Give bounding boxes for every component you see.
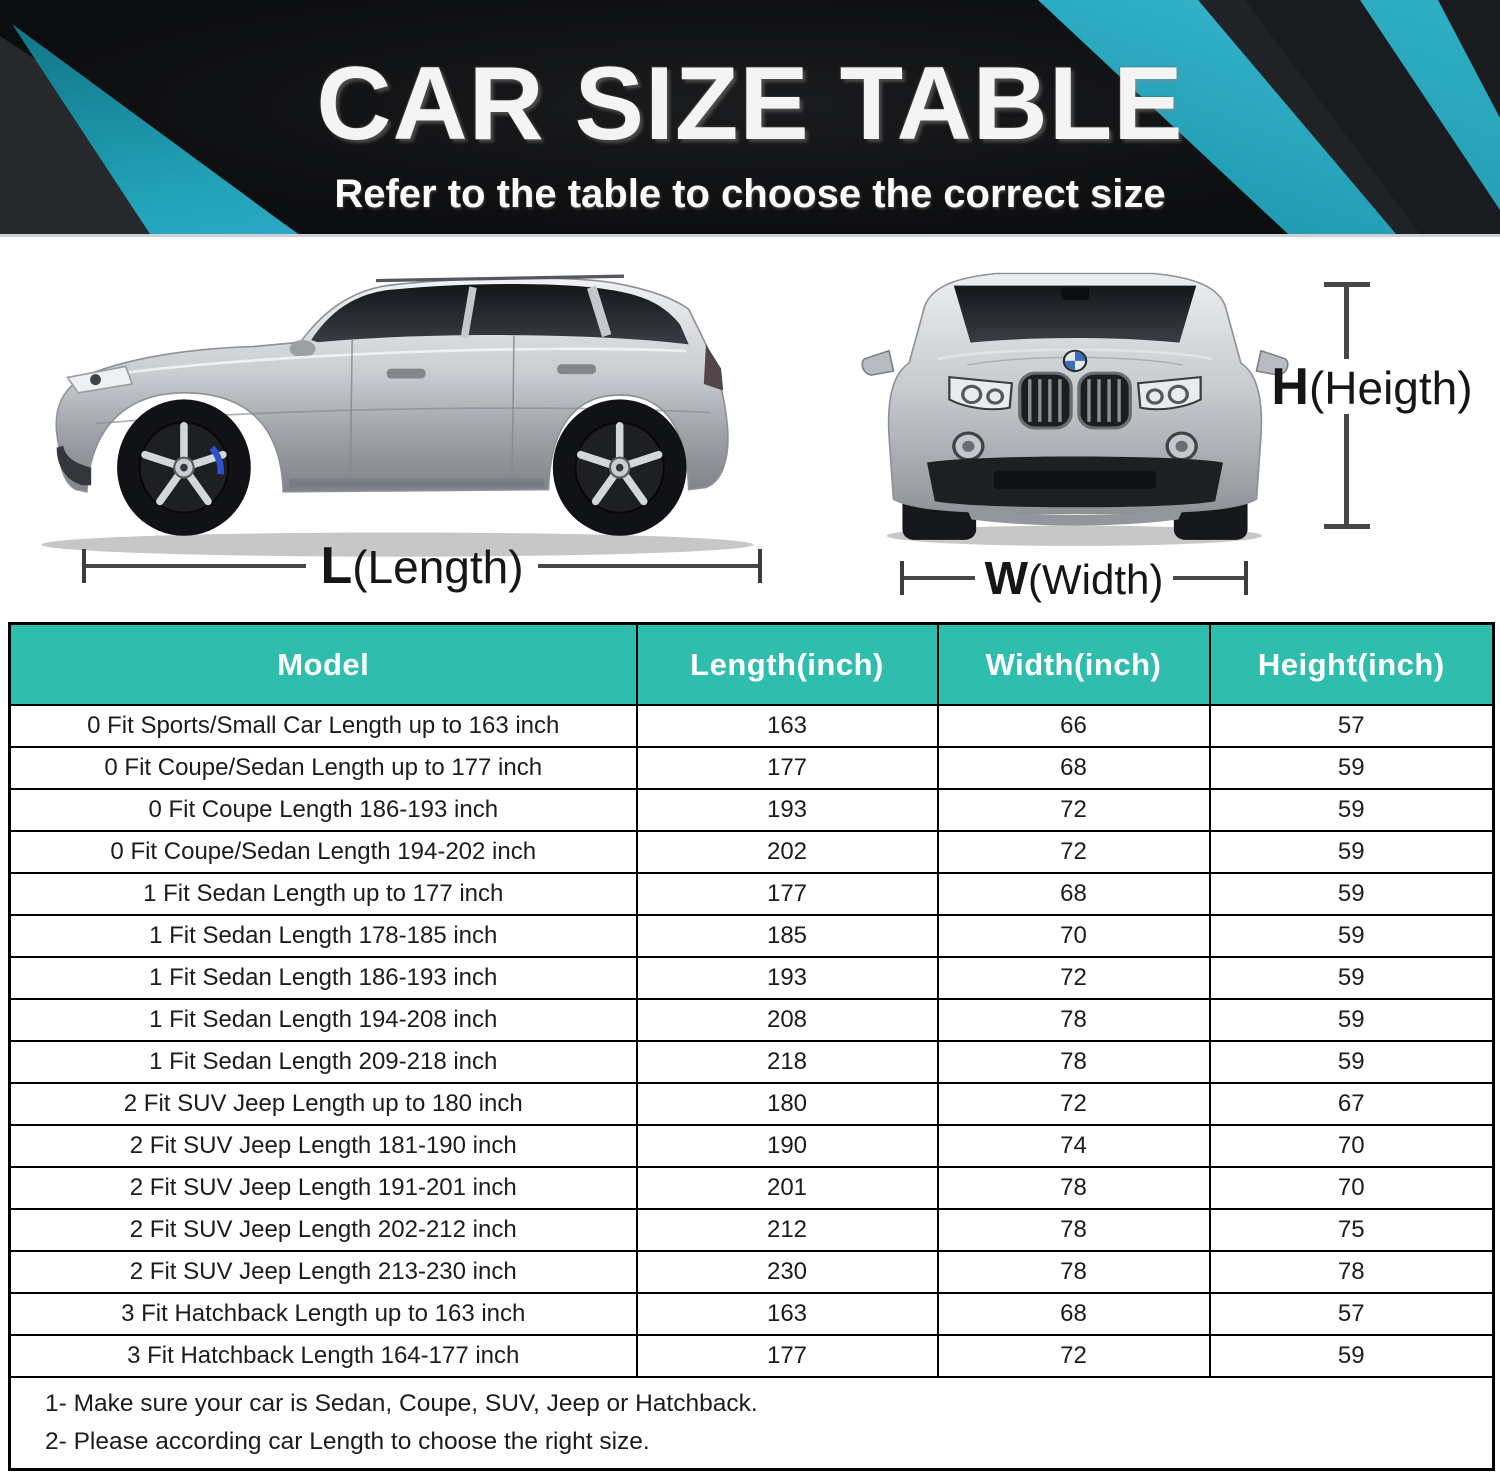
cell-width: 72 xyxy=(938,1335,1210,1377)
table-row xyxy=(10,831,1494,873)
car-rocker xyxy=(290,479,545,488)
header-row xyxy=(10,624,1494,706)
cell-model: 2 Fit SUV Jeep Length 213-230 inch xyxy=(10,1251,637,1293)
cell-height: 59 xyxy=(1210,747,1494,789)
footnote-cell xyxy=(10,1377,1494,1470)
cell-width: 72 xyxy=(938,789,1210,831)
cell-model: 0 Fit Sports/Small Car Length up to 163 inch xyxy=(10,705,637,747)
dim-tick xyxy=(1244,561,1248,595)
table-row xyxy=(10,705,1494,747)
column-header-model: Model xyxy=(10,624,637,706)
cell-length: 180 xyxy=(637,1083,938,1125)
height-dimension-label: H(Heigth) xyxy=(1271,358,1473,416)
dim-line xyxy=(904,576,975,580)
table-row xyxy=(10,1209,1494,1251)
cell-height: 67 xyxy=(1210,1083,1494,1125)
table-row xyxy=(10,1041,1494,1083)
table-row xyxy=(10,873,1494,915)
dim-line xyxy=(1173,576,1244,580)
car-wheel xyxy=(117,399,251,535)
car-bumper-mesh xyxy=(994,471,1156,489)
cell-width: 72 xyxy=(938,957,1210,999)
footnote-line: 1- Make sure your car is Sedan, Coupe, SUV, Jeep or Hatchback. xyxy=(45,1390,758,1417)
bmw-roundel-icon xyxy=(1064,351,1086,371)
cell-width: 74 xyxy=(938,1125,1210,1167)
cell-height: 78 xyxy=(1210,1251,1494,1293)
cell-model: 2 Fit SUV Jeep Length 202-212 inch xyxy=(10,1209,637,1251)
cell-height: 70 xyxy=(1210,1167,1494,1209)
cell-length: 230 xyxy=(637,1251,938,1293)
cell-height: 57 xyxy=(1210,1293,1494,1335)
size-table-header xyxy=(10,624,1494,706)
cell-width: 78 xyxy=(938,1041,1210,1083)
table-row xyxy=(10,957,1494,999)
footnote-line: 2- Please according car Length to choose the right size. xyxy=(45,1428,650,1455)
height-dimension-line xyxy=(1344,414,1349,524)
car-front-view-image xyxy=(860,245,1290,550)
size-table-footnotes xyxy=(10,1377,1494,1470)
cell-length: 193 xyxy=(637,957,938,999)
cell-height: 59 xyxy=(1210,1335,1494,1377)
cell-model: 0 Fit Coupe/Sedan Length 194-202 inch xyxy=(10,831,637,873)
cell-width: 72 xyxy=(938,831,1210,873)
column-header-height: Height(inch) xyxy=(1210,624,1494,706)
table-row xyxy=(10,789,1494,831)
dim-line xyxy=(86,564,306,568)
cell-height: 59 xyxy=(1210,789,1494,831)
table-row xyxy=(10,1167,1494,1209)
banner xyxy=(0,0,1500,237)
cell-height: 59 xyxy=(1210,873,1494,915)
dim-tick xyxy=(758,549,762,583)
width-dimension-label: W(Width) xyxy=(984,552,1164,604)
cell-model: 3 Fit Hatchback Length up to 163 inch xyxy=(10,1293,637,1335)
cell-length: 218 xyxy=(637,1041,938,1083)
size-table-body xyxy=(10,705,1494,1377)
cell-length: 177 xyxy=(637,747,938,789)
footnote-row xyxy=(10,1377,1494,1470)
car-wheel xyxy=(553,399,687,535)
cell-length: 177 xyxy=(637,873,938,915)
car-taillight xyxy=(704,344,723,390)
cell-length: 208 xyxy=(637,999,938,1041)
car-door-handle xyxy=(387,369,426,379)
cell-width: 68 xyxy=(938,1293,1210,1335)
cell-length: 201 xyxy=(637,1167,938,1209)
cell-height: 59 xyxy=(1210,831,1494,873)
cell-width: 66 xyxy=(938,705,1210,747)
car-headlight xyxy=(1138,377,1201,409)
cell-model: 0 Fit Coupe Length 186-193 inch xyxy=(10,789,637,831)
cell-height: 59 xyxy=(1210,915,1494,957)
cell-model: 2 Fit SUV Jeep Length up to 180 inch xyxy=(10,1083,637,1125)
cell-model: 1 Fit Sedan Length 209-218 inch xyxy=(10,1041,637,1083)
cell-width: 78 xyxy=(938,1251,1210,1293)
cell-model: 3 Fit Hatchback Length 164-177 inch xyxy=(10,1335,637,1377)
table-row xyxy=(10,1251,1494,1293)
table-row xyxy=(10,1125,1494,1167)
column-header-length: Length(inch) xyxy=(637,624,938,706)
cell-height: 59 xyxy=(1210,957,1494,999)
cell-width: 78 xyxy=(938,1209,1210,1251)
cell-model: 1 Fit Sedan Length 186-193 inch xyxy=(10,957,637,999)
cell-model: 1 Fit Sedan Length 194-208 inch xyxy=(10,999,637,1041)
table-row xyxy=(10,747,1494,789)
cell-length: 190 xyxy=(637,1125,938,1167)
cell-model: 0 Fit Coupe/Sedan Length up to 177 inch xyxy=(10,747,637,789)
cell-length: 163 xyxy=(637,1293,938,1335)
cell-model: 2 Fit SUV Jeep Length 191-201 inch xyxy=(10,1167,637,1209)
cell-height: 59 xyxy=(1210,1041,1494,1083)
cell-length: 163 xyxy=(637,705,938,747)
table-row xyxy=(10,999,1494,1041)
cell-height: 57 xyxy=(1210,705,1494,747)
cell-length: 193 xyxy=(637,789,938,831)
length-dimension-label: L(Length) xyxy=(320,537,524,595)
car-side-view-image xyxy=(20,230,775,560)
width-dimension-line xyxy=(900,552,1248,604)
size-table xyxy=(8,622,1495,1471)
car-mirror xyxy=(290,340,316,358)
page-subtitle: Refer to the table to choose the correct size xyxy=(334,172,1166,216)
table-row xyxy=(10,915,1494,957)
page-title: CAR SIZE TABLE xyxy=(316,46,1184,162)
cell-height: 75 xyxy=(1210,1209,1494,1251)
cell-width: 78 xyxy=(938,1167,1210,1209)
cell-width: 78 xyxy=(938,999,1210,1041)
car-door-handle xyxy=(557,364,596,374)
cell-width: 70 xyxy=(938,915,1210,957)
cell-height: 70 xyxy=(1210,1125,1494,1167)
cell-length: 177 xyxy=(637,1335,938,1377)
length-dimension-line xyxy=(82,537,762,595)
cell-width: 68 xyxy=(938,747,1210,789)
cell-model: 1 Fit Sedan Length 178-185 inch xyxy=(10,915,637,957)
car-fog-light xyxy=(1167,433,1196,459)
cell-model: 2 Fit SUV Jeep Length 181-190 inch xyxy=(10,1125,637,1167)
height-dimension-line xyxy=(1324,524,1370,529)
cell-length: 202 xyxy=(637,831,938,873)
dim-line xyxy=(538,564,758,568)
height-dimension-line xyxy=(1344,287,1349,359)
car-fog-light xyxy=(954,433,983,459)
cell-length: 185 xyxy=(637,915,938,957)
cell-width: 68 xyxy=(938,873,1210,915)
column-header-width: Width(inch) xyxy=(938,624,1210,706)
cell-model: 1 Fit Sedan Length up to 177 inch xyxy=(10,873,637,915)
table-row xyxy=(10,1083,1494,1125)
table-row xyxy=(10,1293,1494,1335)
cell-width: 72 xyxy=(938,1083,1210,1125)
table-row xyxy=(10,1335,1494,1377)
cell-length: 212 xyxy=(637,1209,938,1251)
car-headlight xyxy=(949,377,1012,409)
cell-height: 59 xyxy=(1210,999,1494,1041)
car-rearview-mirror xyxy=(1061,288,1089,300)
car-mirror xyxy=(862,351,893,375)
